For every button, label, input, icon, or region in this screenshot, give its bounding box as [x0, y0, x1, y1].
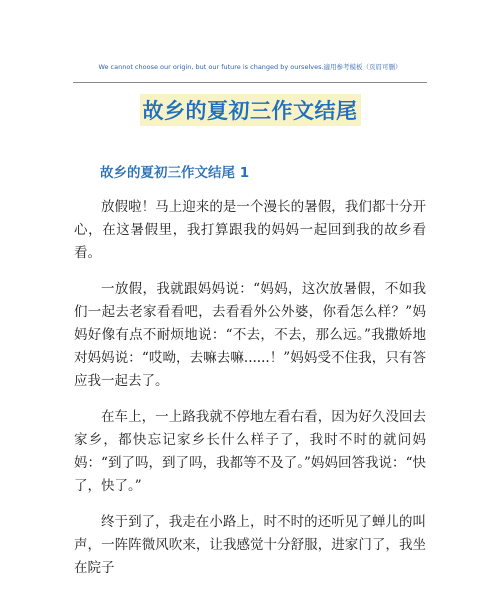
header-divider: [73, 82, 427, 83]
paragraph-2: 一放假，我就跟妈妈说：“妈妈，这次放暑假，不如我们一起去老家看看吧，去看看外公外婆，你看怎么样？”妈妈好像有点不耐烦地说：“不去，不去，那么远。”我撒娇地对妈妈说：“哎呦，去嘛去嘛......！”妈妈受不住我，只有答应我一起去了。: [74, 281, 426, 389]
paragraph-3: 在车上，一上路我就不停地左看右看，因为好久没回去家乡，都快忘记家乡长什么样子了，我时不时的就问妈妈：“到了吗，到了吗，我都等不及了。”妈妈回答我说：“快了，快了。”: [74, 409, 426, 494]
document-body: [74, 196, 426, 593]
document-title: 故乡的夏初三作文结尾: [140, 94, 361, 126]
page-header-text: We cannot choose our origin, but our future is changed by ourselves.適用参考模板（页眉可删）: [98, 63, 402, 71]
paragraph-4: 终于到了，我走在小路上，时不时的还听见了蝉儿的叫声，一阵阵微风吹来，让我感觉十分舒服，进家门了，我坐在院子: [74, 514, 426, 576]
section-heading: 故乡的夏初三作文结尾 1: [100, 165, 250, 181]
title-container: [0, 94, 500, 126]
paragraph-1: 放假啦！马上迎来的是一个漫长的暑假，我们都十分开心，在这暑假里，我打算跟我的妈妈一起回到我的故乡看看。: [74, 199, 426, 261]
